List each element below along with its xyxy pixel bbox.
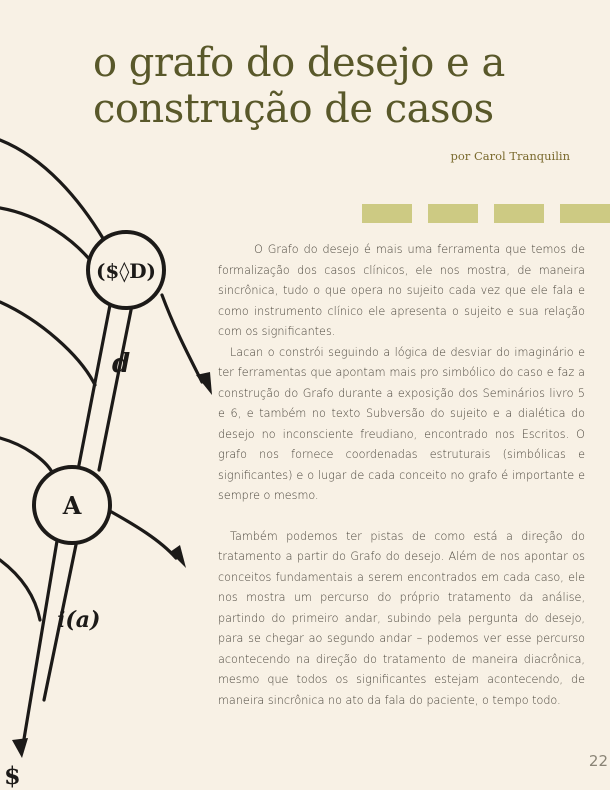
graph-arc-top xyxy=(0,140,104,240)
graph-arc-inner xyxy=(0,302,95,385)
edge-d-label: d xyxy=(112,349,131,379)
arrowhead-icon xyxy=(12,738,28,758)
paragraph: O Grafo do desejo é mais uma ferramenta que temos de formalização dos casos clínicos, ele nos mostra, de maneira sincrônica, tudo o que opera no sujeito cada vez que ele fala e como instrumento clínico ele apresenta o sujeito e sua relação com os significantes. xyxy=(218,243,585,338)
graph-arc-left xyxy=(0,208,94,265)
paragraph: Lacan o constrói seguindo a lógica de desviar do imaginário e ter ferramentas que apontam mais pro simbólico do caso e faz a construção do Grafo durante a exposição dos Seminários livro 5 e 6, e também no texto Subversão do sujeito e a dialética do desejo no inconsciente freudiano, encontrado nos Escritos. O grafo nos fornece coordenadas estruturais (simbólicas e significantes) e o lugar de cada conceito no grafo é importante e sempre o mesmo. xyxy=(218,345,585,502)
arrowhead-icon xyxy=(170,545,186,568)
edge-ia-label: i(a) xyxy=(57,607,101,633)
accent-bar xyxy=(428,204,478,223)
arrowhead-icon xyxy=(196,372,212,395)
accent-bar xyxy=(560,204,610,223)
paragraph: Também podemos ter pistas de como está a direção do tratamento a partir do Grafo do desejo. Além de nos apontar os conceitos fundamentais a serem encontrados em cada caso, ele nos mostra um percurso do próprio tratamento da análise, partindo do primeiro andar, subindo pela pergunta do desejo, para se chegar ao segundo andar – podemos ver esse percurso acontecendo na direção do tratamento de maneira diacrônica, mesmo que todos os significantes estejam acontecendo, de maneira sincrônica no ato da fala do paciente, o tempo todo. xyxy=(218,529,585,707)
graph-edge-ia-left xyxy=(23,535,58,745)
accent-bar xyxy=(494,204,544,223)
graph-arc-lower xyxy=(0,438,52,472)
graph-arrow-out-mid xyxy=(108,510,176,558)
graph-arrow-out-top xyxy=(162,295,202,382)
graph-arc-bottom xyxy=(0,560,40,620)
article-body xyxy=(218,240,585,711)
bottom-subject-label: $ xyxy=(4,761,21,790)
node-mid-label: A xyxy=(62,491,82,520)
accent-bar xyxy=(362,204,412,223)
node-top-label: ($◊D) xyxy=(95,259,157,283)
page-number: 22 xyxy=(588,752,608,770)
title-line-1: o grafo do desejo e a xyxy=(93,40,505,86)
author-byline: por Carol Tranquilin xyxy=(450,149,570,163)
title-line-2: construção de casos xyxy=(93,86,494,132)
